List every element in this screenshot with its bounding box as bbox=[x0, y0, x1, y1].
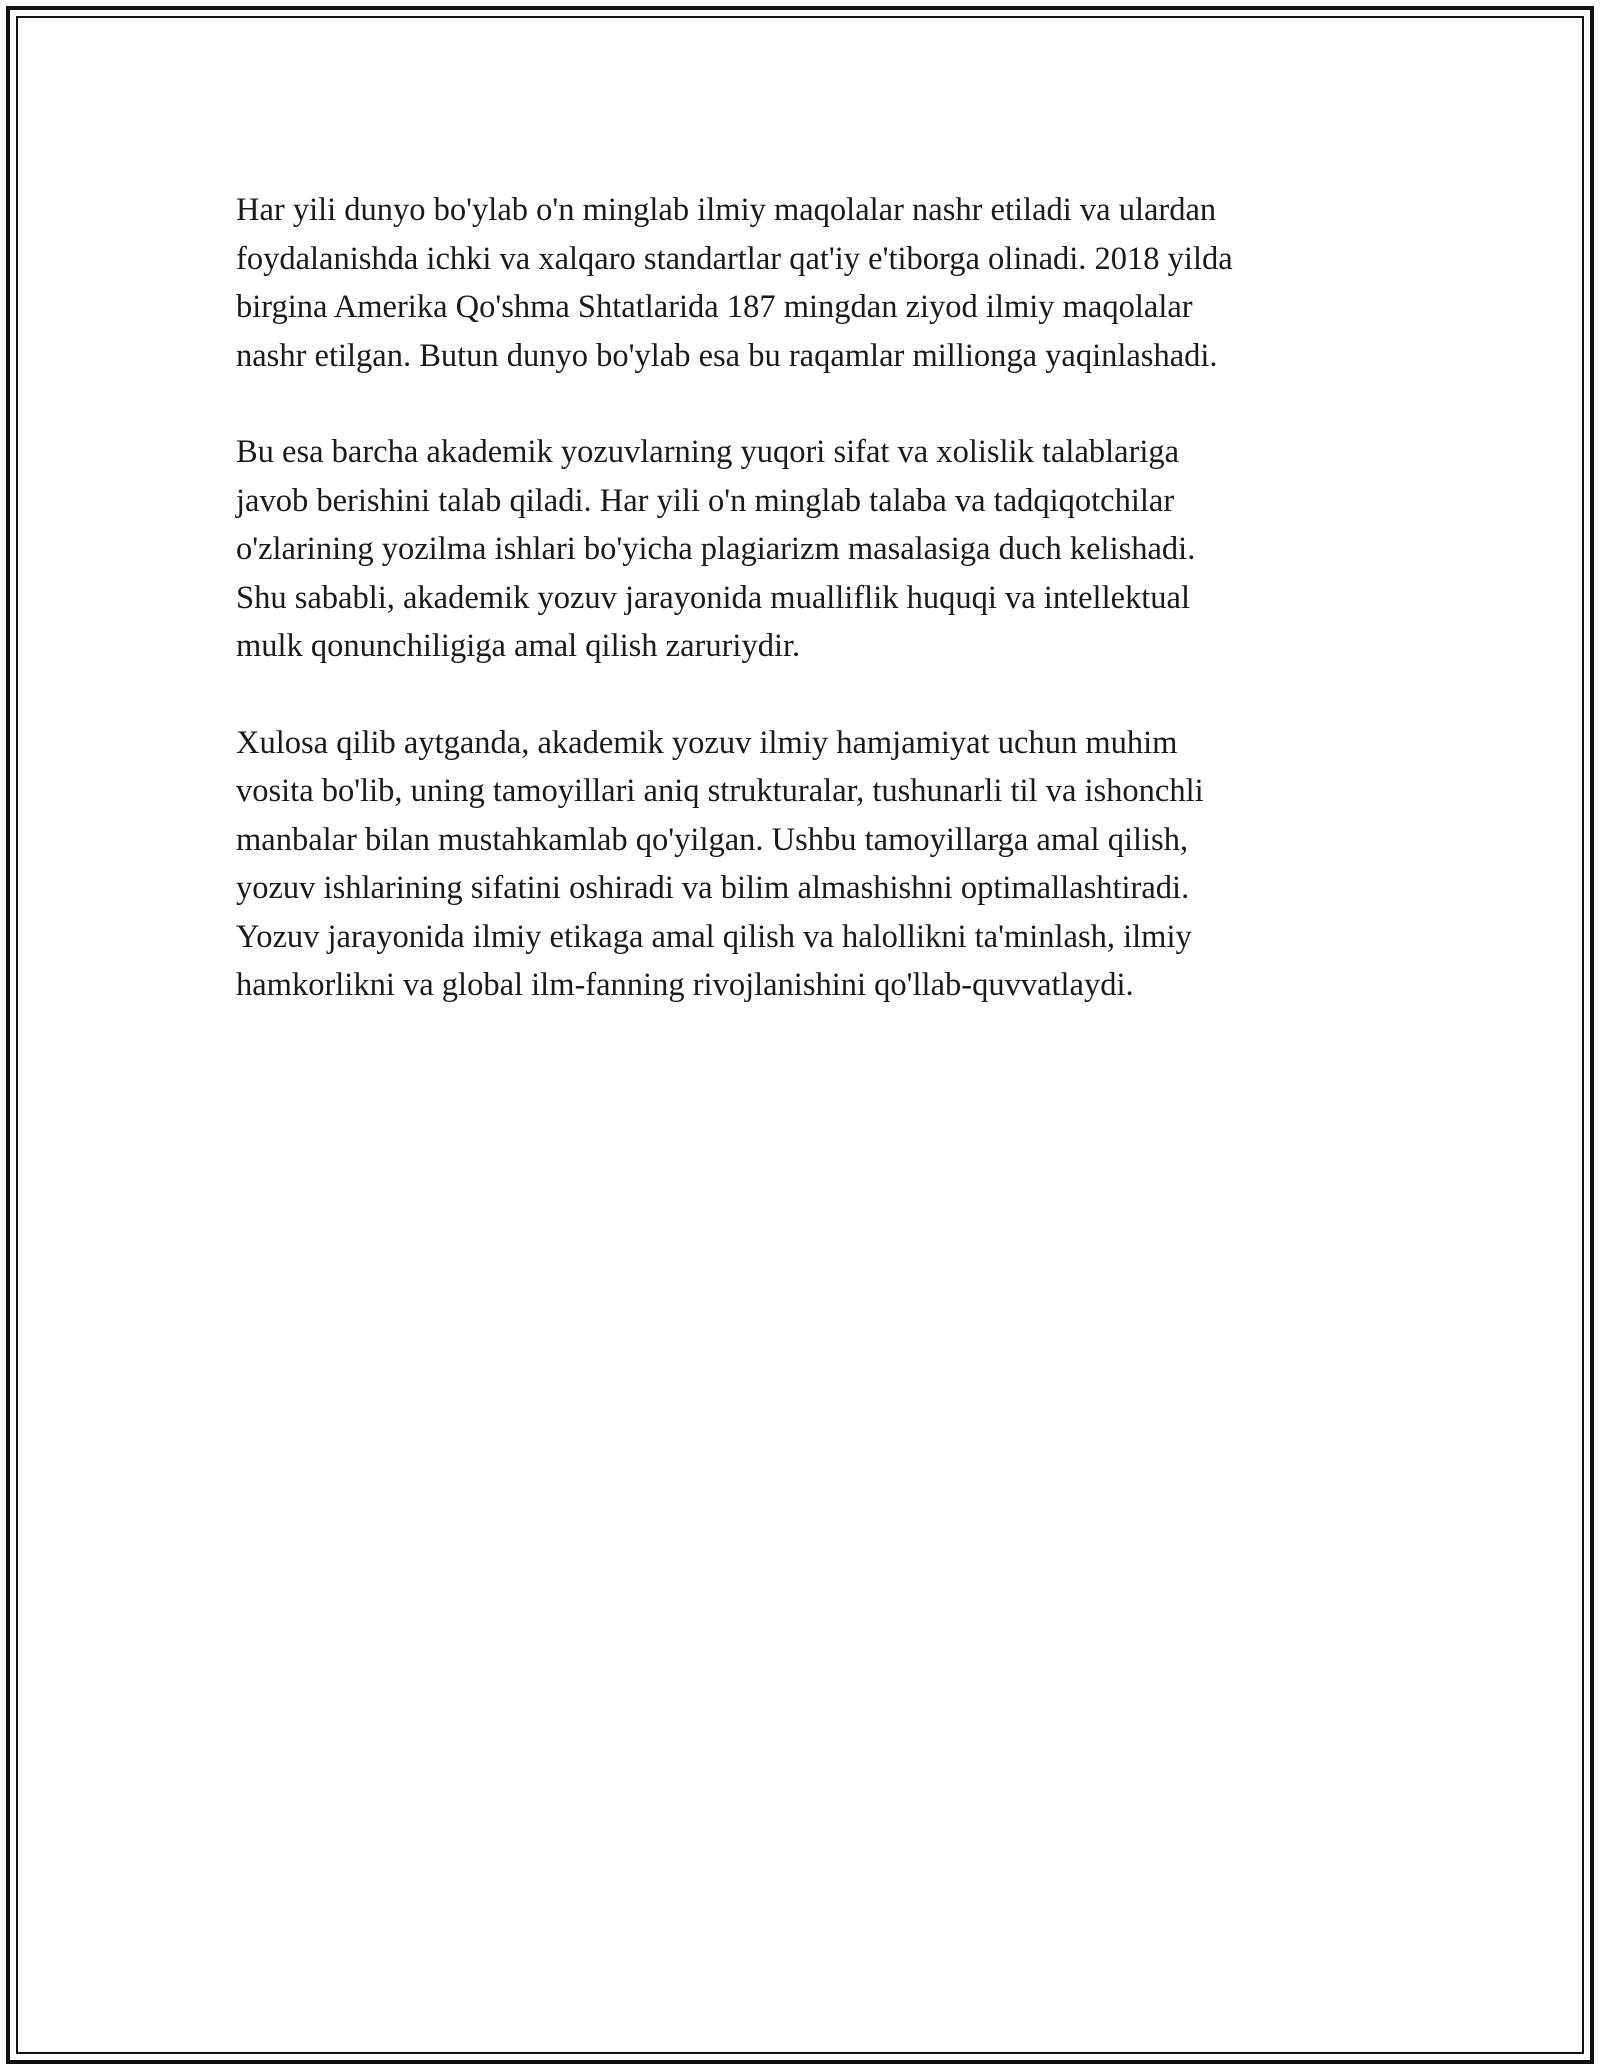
document-body bbox=[236, 186, 1386, 1058]
paragraph-1: Har yili dunyo bo'ylab o'n minglab ilmiy maqolalar nashr etiladi va ulardan foydalanishda ichki va xalqaro standartlar qat'iy e'tiborga olinadi. 2018 yilda birgina Amerika Qo'shma Shtatlarida 187 mingdan ziyod ilmiy maqolalar nashr etilgan. Butun dunyo bo'ylab esa bu raqamlar millionga yaqinlashadi. bbox=[236, 192, 1233, 374]
paragraph-3: Xulosa qilib aytganda, akademik yozuv ilmiy hamjamiyat uchun muhim vosita bo'lib, uning tamoyillari aniq strukturalar, tushunarli til va ishonchli manbalar bilan mustahkamlab qo'yilgan. Ushbu tamoyillarga amal qilish, yozuv ishlarining sifatini oshiradi va bilim almashishni optimallashtiradi. Yozuv jarayonida ilmiy etikaga amal qilish va halollikni ta'minlash, ilmiy hamkorlikni va global ilm-fanning rivojlanishini qo'llab-quvvatlaydi. bbox=[236, 724, 1204, 1003]
paragraph-2: Bu esa barcha akademik yozuvlarning yuqori sifat va xolislik talablariga javob berishini talab qiladi. Har yili o'n minglab talaba va tadqiqotchilar o'zlarining yozilma ishlari bo'yicha plagiarizm masalasiga duch kelishadi. Shu sababli, akademik yozuv jarayonida mualliflik huquqi va intellektual mulk qonunchiligiga amal qilish zaruriydir. bbox=[236, 434, 1196, 664]
